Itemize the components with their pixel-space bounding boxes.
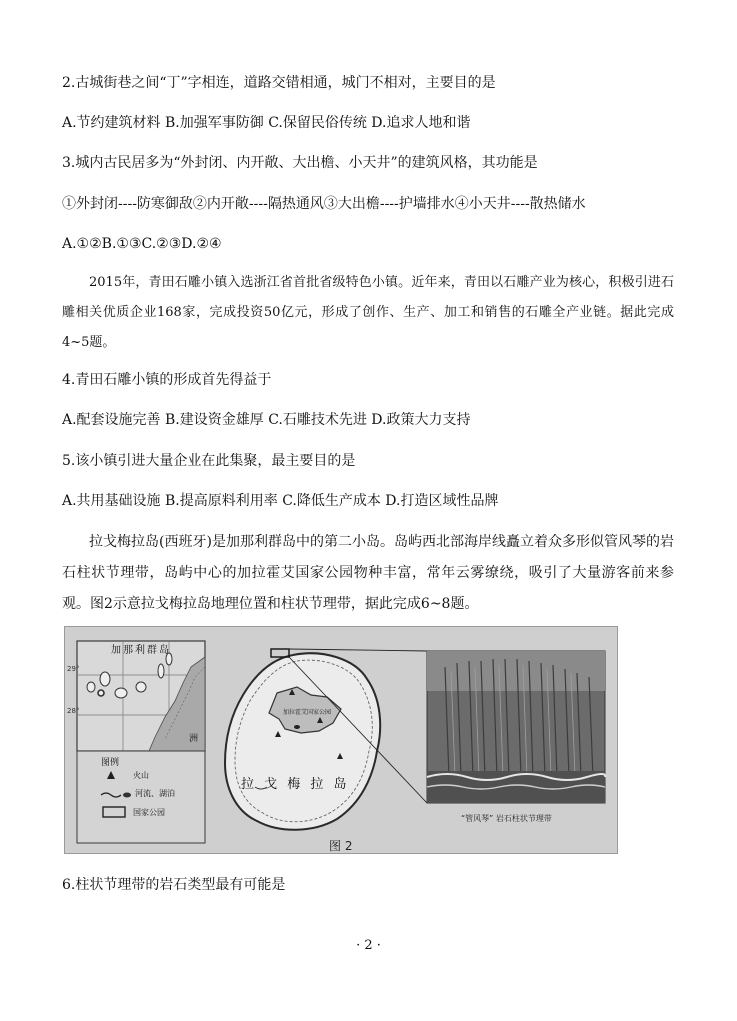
question-3-items: ①外封闭----防寒御敌②内开敞----隔热通风③大出檐----护墙排水④小天井----散热储水 xyxy=(62,196,586,212)
lake-icon xyxy=(123,793,131,798)
island-name-label: 拉 戈 梅 拉 岛 xyxy=(241,777,350,792)
figure-caption: 图 2 xyxy=(329,839,353,853)
inset-island xyxy=(100,672,110,686)
inset-island xyxy=(87,682,95,692)
figure-2 xyxy=(64,626,618,854)
inset-continent-label: 洲 xyxy=(189,734,199,744)
legend-volcano-label: 火山 xyxy=(133,771,149,780)
inset-island xyxy=(136,682,146,692)
question-5-options: A.共用基础设施 B.提高原料利用率 C.降低生产成本 D.打造区域性品牌 xyxy=(62,493,499,509)
page-number: · 2 · xyxy=(356,938,381,953)
question-5-stem: 5.该小镇引进大量企业在此集聚，最主要目的是 xyxy=(62,453,356,469)
passage-la-gomera: 拉戈梅拉岛(西班牙)是加那利群岛中的第二小岛。岛屿西北部海岸线矗立着众多形似管风琴的岩石柱状节理带，岛屿中心的加拉霍艾国家公园物种丰富，常年云雾缭绕，吸引了大量游客前来参观。图2示意拉戈梅拉岛地理位置和柱状节理带，据此完成6~8题。 xyxy=(62,534,674,612)
inset-island xyxy=(115,688,127,698)
photo-caption: “管风琴” 岩石柱状节理带 xyxy=(461,814,552,823)
legend-river-label: 河流、湖泊 xyxy=(135,789,175,798)
question-6-stem: 6.柱状节理带的岩石类型最有可能是 xyxy=(62,877,286,893)
callout-line xyxy=(289,649,427,651)
lake-icon xyxy=(294,725,300,729)
passage-qingtian: 2015年，青田石雕小镇入选浙江省首批省级特色小镇。近年来，青田以石雕产业为核心，积极引进石雕相关优质企业168家，完成投资50亿元，形成了创作、生产、加工和销售的石雕全产业链。据此完成4~5题。 xyxy=(62,275,674,350)
inset-latitude-label: 29° xyxy=(67,665,80,673)
question-4-options: A.配套设施完善 B.建设资金雄厚 C.石雕技术先进 D.政策大力支持 xyxy=(62,412,471,428)
inset-island xyxy=(158,664,164,678)
legend-park-label: 国家公园 xyxy=(133,808,165,817)
park-name-label: 加拉霍艾国家公园 xyxy=(283,709,332,716)
legend-title: 图例 xyxy=(101,758,120,768)
question-3-options: A.①②B.①③C.②③D.②④ xyxy=(62,236,222,252)
question-3-stem: 3.城内古民居多为“外封闭、内开敞、大出檐、小天井”的建筑风格，其功能是 xyxy=(62,155,538,171)
question-2-options: A.节约建筑材料 B.加强军事防御 C.保留民俗传统 D.追求人地和谐 xyxy=(62,115,471,131)
inset-latitude-label: 28° xyxy=(67,707,80,715)
question-4-stem: 4.青田石雕小镇的形成首先得益于 xyxy=(62,372,272,388)
inset-title: 加那利群岛 xyxy=(111,645,171,656)
inset-island-la-gomera xyxy=(98,690,104,696)
question-2-stem: 2.古城街巷之间“丁”字相连，道路交错相通，城门不相对，主要目的是 xyxy=(62,75,496,91)
